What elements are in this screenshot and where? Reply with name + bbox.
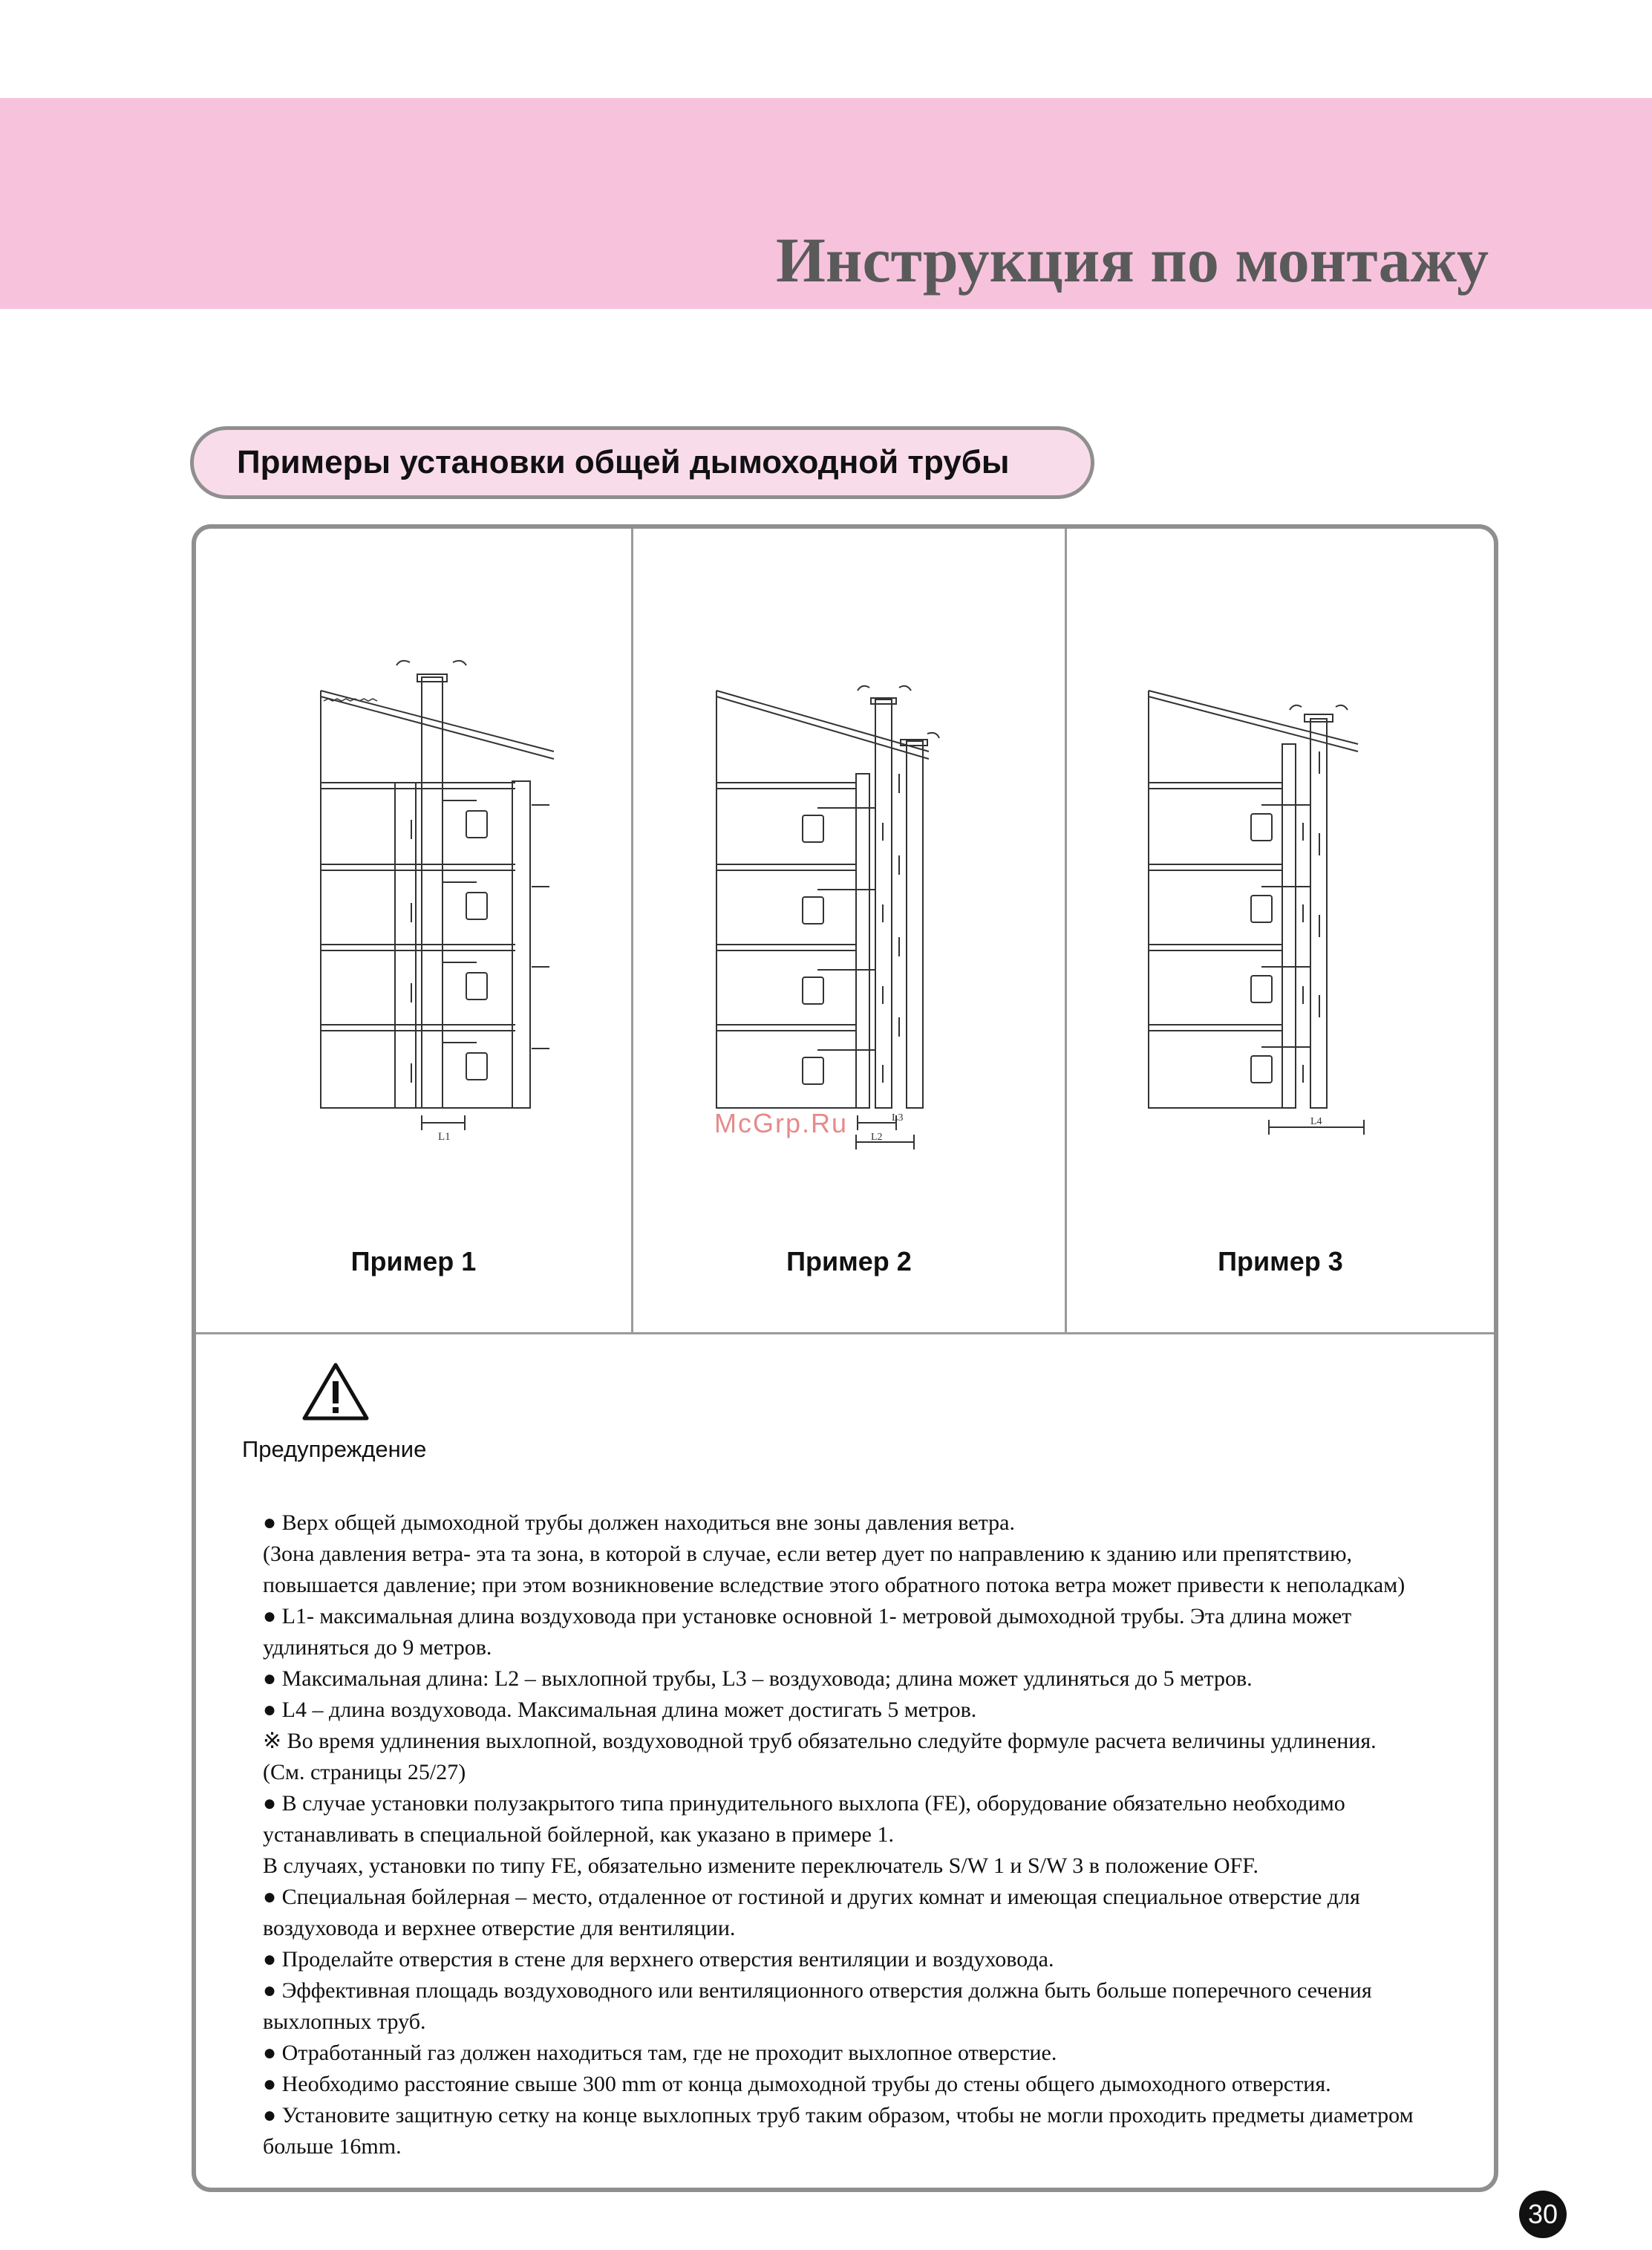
note-line: больше 16mm. (263, 2134, 402, 2159)
example-1-diagram (196, 529, 631, 1332)
example-2-panel (633, 529, 1065, 1332)
note-line: ● Специальная бойлерная – место, отдаленное от гостиной и других комнат и имеющая специальное отверстие для (263, 1885, 1360, 1909)
note-line: (См. страницы 25/27) (263, 1760, 466, 1784)
section-title: Примеры установки общей дымоходной трубы (237, 444, 1010, 480)
note-line: ● L4 – длина воздуховода. Максимальная длина может достигать 5 метров. (263, 1698, 977, 1722)
note-line: ● Максимальная длина: L2 – выхлопной трубы, L3 – воздуховода; длина может удлиняться до 5 метров. (263, 1666, 1253, 1691)
example-3-panel (1067, 529, 1494, 1332)
page-number: 30 (1519, 2191, 1567, 2238)
dimension-label: L4 (1310, 1116, 1322, 1127)
note-line: ● Проделайте отверстия в стене для верхнего отверстия вентиляции и воздуховода. (263, 1947, 1054, 1972)
warning-notes (242, 1507, 1489, 2162)
dimension-label: L1 (438, 1131, 451, 1143)
note-line: ● Верх общей дымоходной трубы должен находиться вне зоны давления ветра. (263, 1510, 1015, 1535)
example-1-label: Пример 1 (350, 1246, 477, 1276)
note-line: (Зона давления ветра- эта та зона, в которой в случае, если ветер дует по направлению к зданию или препятствию, (263, 1542, 1353, 1566)
note-line: ● Отработанный газ должен находиться там, где не проходит выхлопное отверстие. (263, 2041, 1057, 2065)
note-line: ● Установите защитную сетку на конце выхлопных труб таким образом, чтобы не могли проходить предметы диаметром (263, 2103, 1414, 2127)
note-line: повышается давление; при этом возникновение вследствие этого обратного потока ветра может привести к неполадкам) (263, 1573, 1405, 1597)
note-line: В случаях, установки по типу FE, обязательно измените переключатель S/W 1 и S/W 3 в положение OFF. (263, 1853, 1258, 1878)
note-line: ※ Во время удлинения выхлопной, воздуховодной труб обязательно следуйте формуле расчета величины удлинения. (263, 1729, 1377, 1753)
example-2-diagram (633, 529, 1065, 1332)
note-line: ● Эффективная площадь воздуховодного или вентиляционного отверстия должна быть больше поперечного сечения (263, 1978, 1372, 2003)
note-line: удлиняться до 9 метров. (263, 1635, 492, 1660)
note-line: ● Необходимо расстояние свыше 300 mm от конца дымоходной трубы до стены общего дымоходного отверстия. (263, 2072, 1331, 2096)
note-line: устанавливать в специальной бойлерной, как указано в примере 1. (263, 1822, 894, 1847)
example-3-diagram (1067, 529, 1494, 1332)
note-line: ● В случае установки полузакрытого типа принудительного выхлопа (FE), оборудование обязательно необходимо (263, 1791, 1345, 1816)
warning-icon (301, 1360, 370, 1423)
example-3-label: Пример 3 (1218, 1246, 1343, 1276)
note-line: выхлопных труб. (263, 2009, 426, 2034)
example-2-label: Пример 2 (786, 1246, 912, 1276)
dimension-label-l2: L2 (871, 1132, 883, 1143)
watermark: McGrp.Ru (714, 1108, 849, 1138)
note-line: ● L1- максимальная длина воздуховода при установке основной 1- метровой дымоходной трубы. Эта длина может (263, 1604, 1352, 1628)
page-title: Инструкция по монтажу (776, 224, 1489, 296)
note-line: воздуховода и верхнее отверстие для вентиляции. (263, 1916, 736, 1940)
section-divider (196, 1332, 1494, 1334)
dimension-label-l3: L3 (892, 1112, 904, 1124)
warning-label: Предупреждение (242, 1436, 427, 1462)
example-1-panel (196, 529, 631, 1332)
section-title-pill (190, 426, 1094, 499)
